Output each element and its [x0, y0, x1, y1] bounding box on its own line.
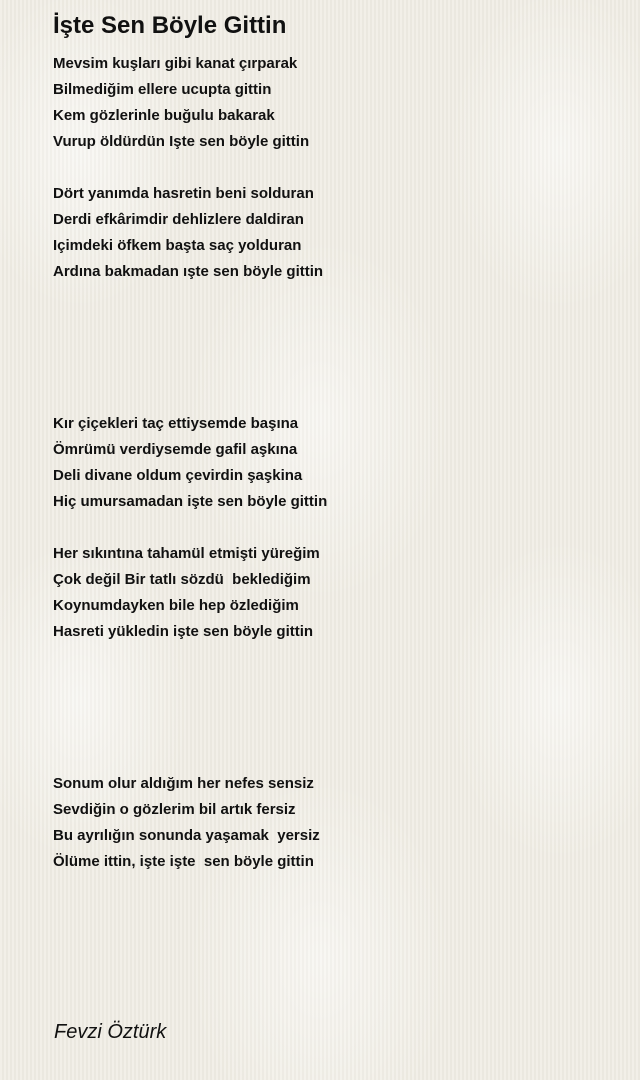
poem-line: Her sıkıntına tahamül etmişti yüreğim: [53, 545, 320, 562]
poem-line: Sonum olur aldığım her nefes sensiz: [53, 775, 314, 792]
poem-line: Hasreti yükledin işte sen böyle gittin: [53, 623, 314, 640]
poem-line: Kem gözlerinle buğulu bakarak: [53, 107, 275, 124]
poem-line: Ölüme ittin, işte işte sen böyle gittin: [53, 853, 314, 870]
poem-line: Vurup öldürdün Işte sen böyle gittin: [53, 133, 310, 150]
poem-line: Mevsim kuşları gibi kanat çırparak: [53, 55, 298, 72]
stanza-3: [53, 411, 327, 515]
poem-author: Fevzi Öztürk: [54, 1021, 167, 1043]
poem-line: Dört yanımda hasretin beni solduran: [53, 185, 314, 202]
poem-line: Sevdiğin o gözlerim bil artık fersiz: [53, 801, 296, 818]
poem-line: Çok değil Bir tatlı sözdü beklediğim: [53, 571, 311, 588]
poem-line: Derdi efkârimdir dehlizlere daldiran: [53, 211, 304, 228]
stanza-4: [53, 541, 320, 645]
poem-title: İşte Sen Böyle Gittin: [53, 12, 287, 39]
poem-line: Bu ayrılığın sonunda yaşamak yersiz: [53, 827, 320, 844]
poem-line: Bilmediğim ellere ucupta gittin: [53, 81, 272, 98]
poem-line: Hiç umursamadan işte sen böyle gittin: [53, 493, 328, 510]
poem-line: Ömrümü verdiysemde gafil aşkına: [53, 441, 298, 458]
stanza-5: [53, 771, 320, 875]
poem-line: Deli divane oldum çevirdin şaşkina: [53, 467, 303, 484]
poem-line: Içimdeki öfkem başta saç yolduran: [53, 237, 302, 254]
stanza-2: [53, 181, 323, 285]
poem-line: Koynumdayken bile hep özlediğim: [53, 597, 299, 614]
poem-line: Kır çiçekleri taç ettiysemde başına: [53, 415, 299, 432]
stanza-1: [53, 51, 309, 155]
poem-line: Ardına bakmadan ışte sen böyle gittin: [53, 263, 324, 280]
